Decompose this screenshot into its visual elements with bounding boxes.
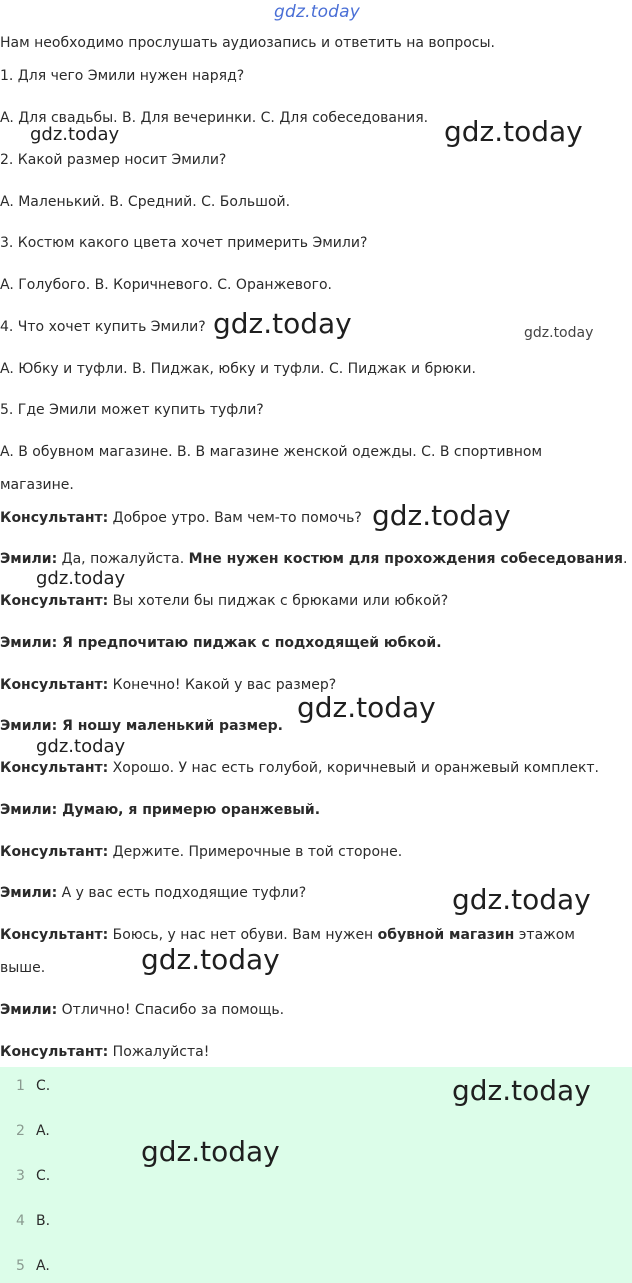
speaker: Эмили: — [0, 885, 58, 901]
options-5-cont: магазине. — [0, 477, 74, 493]
options-2: A. Маленький. B. Средний. C. Большой. — [0, 194, 291, 210]
line-text-end: этажом — [514, 927, 575, 943]
answer-item — [16, 1121, 50, 1141]
watermark: gdz.today — [213, 307, 352, 340]
watermark: gdz.today — [297, 691, 436, 724]
dialogue-line-10 — [0, 883, 306, 903]
answer-value: C. — [36, 1078, 51, 1094]
question-4: 4. Что хочет купить Эмили? — [0, 319, 206, 335]
dialogue-line-2 — [0, 549, 627, 569]
answer-item — [16, 1256, 50, 1276]
speaker: Консультант: — [0, 510, 109, 526]
dialogue-line-1 — [0, 508, 362, 528]
line-bold: обувной магазин — [377, 927, 515, 943]
speaker: Консультант: — [0, 927, 109, 943]
dialogue-line-12 — [0, 1000, 284, 1020]
dialogue-line-4 — [0, 633, 442, 653]
line-text: А у вас есть подходящие туфли? — [57, 885, 307, 901]
speaker: Эмили: — [0, 718, 58, 734]
question-3: 3. Костюм какого цвета хочет примерить Эмили? — [0, 235, 368, 251]
line-bold: Мне нужен костюм для прохождения собеседования — [188, 551, 624, 567]
line-text: Хорошо. У нас есть голубой, коричневый и оранжевый комплект. — [108, 760, 600, 776]
watermark: gdz.today — [444, 115, 583, 148]
watermark: gdz.today — [141, 943, 280, 976]
line-punct: . — [623, 551, 628, 567]
answer-value: A. — [36, 1123, 50, 1139]
speaker: Эмили: — [0, 1002, 58, 1018]
dialogue-line-3 — [0, 591, 448, 611]
speaker: Консультант: — [0, 760, 109, 776]
speaker: Консультант: — [0, 844, 109, 860]
options-5: A. В обувном магазине. B. В магазине женской одежды. C. В спортивном — [0, 444, 543, 460]
line-bold: Я предпочитаю пиджак с подходящей юбкой. — [57, 635, 442, 651]
dialogue-line-5 — [0, 675, 336, 695]
answer-item — [16, 1211, 50, 1231]
speaker: Консультант: — [0, 1044, 109, 1060]
speaker: Эмили: — [0, 551, 58, 567]
site-logo[interactable]: gdz.today — [274, 2, 361, 22]
watermark: gdz.today — [452, 883, 591, 916]
dialogue-line-11-cont: выше. — [0, 960, 46, 976]
watermark: gdz.today — [372, 499, 511, 532]
watermark: gdz.today — [524, 325, 594, 341]
line-text: Держите. Примерочные в той стороне. — [108, 844, 403, 860]
answer-number: 5 — [16, 1258, 25, 1274]
line-text: Пожалуйста! — [108, 1044, 210, 1060]
dialogue-line-8 — [0, 800, 320, 820]
line-text: Доброе утро. Вам чем-то помочь? — [108, 510, 362, 526]
line-text: Вы хотели бы пиджак с брюками или юбкой? — [108, 593, 449, 609]
line-bold: Я ношу маленький размер. — [57, 718, 283, 734]
speaker: Консультант: — [0, 677, 109, 693]
watermark: gdz.today — [30, 124, 120, 145]
line-text: Боюсь, у нас нет обуви. Вам нужен — [108, 927, 378, 943]
watermark: gdz.today — [36, 568, 126, 589]
speaker: Эмили: — [0, 635, 58, 651]
dialogue-line-9 — [0, 842, 402, 862]
dialogue-line-7 — [0, 758, 599, 778]
intro-text: Нам необходимо прослушать аудиозапись и ответить на вопросы. — [0, 35, 496, 51]
question-1: 1. Для чего Эмили нужен наряд? — [0, 68, 245, 84]
answer-number: 3 — [16, 1168, 25, 1184]
answer-value: C. — [36, 1168, 51, 1184]
answer-value: B. — [36, 1213, 51, 1229]
watermark: gdz.today — [36, 736, 126, 757]
line-text: Отлично! Спасибо за помощь. — [57, 1002, 285, 1018]
options-3: A. Голубого. B. Коричневого. C. Оранжевого. — [0, 277, 332, 293]
answer-number: 1 — [16, 1078, 25, 1094]
question-5: 5. Где Эмили может купить туфли? — [0, 402, 264, 418]
dialogue-line-11 — [0, 925, 575, 945]
options-1: A. Для свадьбы. B. Для вечеринки. C. Для собеседования. — [0, 110, 429, 126]
line-text: Конечно! Какой у вас размер? — [108, 677, 337, 693]
line-text: Да, пожалуйста. — [57, 551, 189, 567]
options-4: A. Юбку и туфли. B. Пиджак, юбку и туфли. C. Пиджак и брюки. — [0, 361, 476, 377]
dialogue-line-6 — [0, 716, 283, 736]
answer-number: 4 — [16, 1213, 25, 1229]
watermark: gdz.today — [141, 1135, 280, 1168]
watermark: gdz.today — [452, 1074, 591, 1107]
question-2: 2. Какой размер носит Эмили? — [0, 152, 227, 168]
speaker: Эмили: — [0, 802, 58, 818]
speaker: Консультант: — [0, 593, 109, 609]
answer-number: 2 — [16, 1123, 25, 1139]
answer-item — [16, 1166, 50, 1186]
dialogue-line-13 — [0, 1042, 209, 1062]
answer-value: A. — [36, 1258, 50, 1274]
line-bold: Думаю, я примерю оранжевый. — [57, 802, 321, 818]
answer-item — [16, 1076, 50, 1096]
